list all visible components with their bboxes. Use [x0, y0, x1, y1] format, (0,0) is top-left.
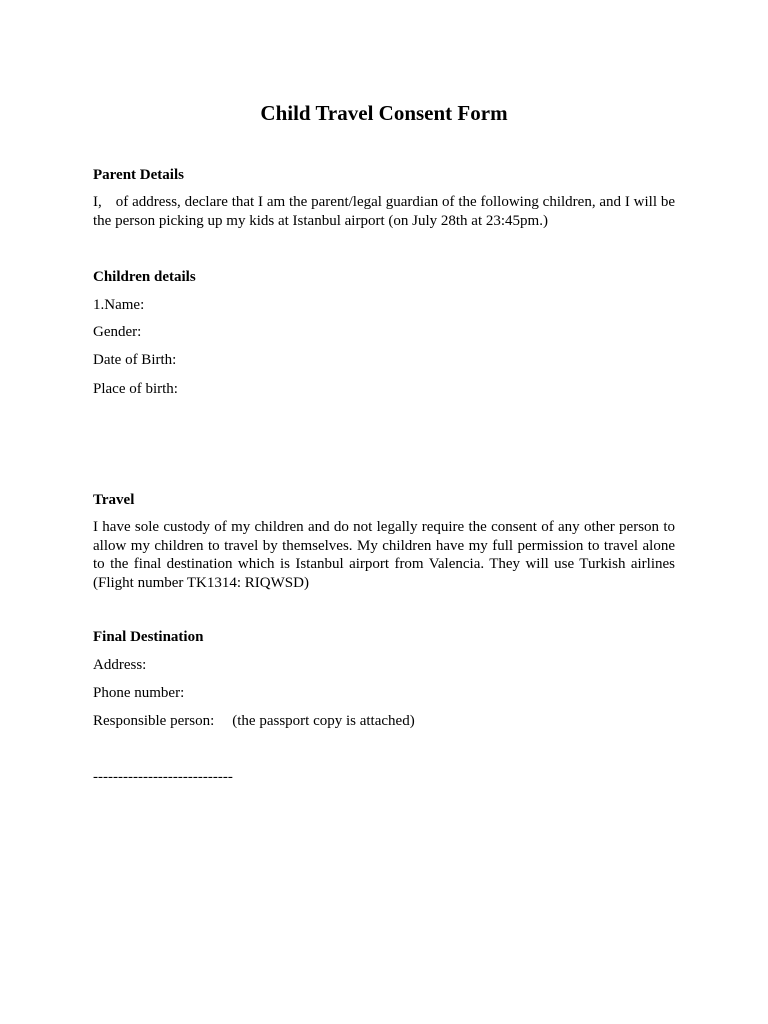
signature-line: ---------------------------- — [93, 769, 233, 785]
parent-pronoun: I, — [93, 194, 102, 210]
travel-paragraph: I have sole custody of my children and do not legally require the consent of any other person to allow my children to travel by themselves. My children have my full permission to travel alone to the final destination which is Istanbul airport from Valencia. They will use Turkish airlines (Flight number TK1314: RIQWSD) — [93, 519, 675, 591]
child-dob-label: Date of Birth: — [93, 352, 177, 368]
parent-details-text: of address, declare that I am the parent/legal guardian of the following children, and I will be the person picking up my kids at Istanbul airport (on July 28th at 23:45pm.) — [93, 194, 675, 229]
children-details-heading: Children details — [93, 269, 196, 285]
destination-phone-label: Phone number: — [93, 685, 185, 701]
responsible-person-line — [93, 712, 415, 730]
child-pob-label: Place of birth: — [93, 381, 178, 397]
parent-details-heading: Parent Details — [93, 167, 184, 183]
child-name-label: 1.Name: — [93, 297, 145, 313]
document-title: Child Travel Consent Form — [260, 101, 508, 125]
final-destination-heading: Final Destination — [93, 629, 204, 645]
travel-heading: Travel — [93, 492, 135, 508]
responsible-person-label: Responsible person: — [93, 713, 215, 729]
passport-note: (the passport copy is attached) — [232, 713, 415, 729]
child-gender-label: Gender: — [93, 324, 142, 340]
parent-details-paragraph — [93, 193, 675, 230]
destination-address-label: Address: — [93, 657, 147, 673]
